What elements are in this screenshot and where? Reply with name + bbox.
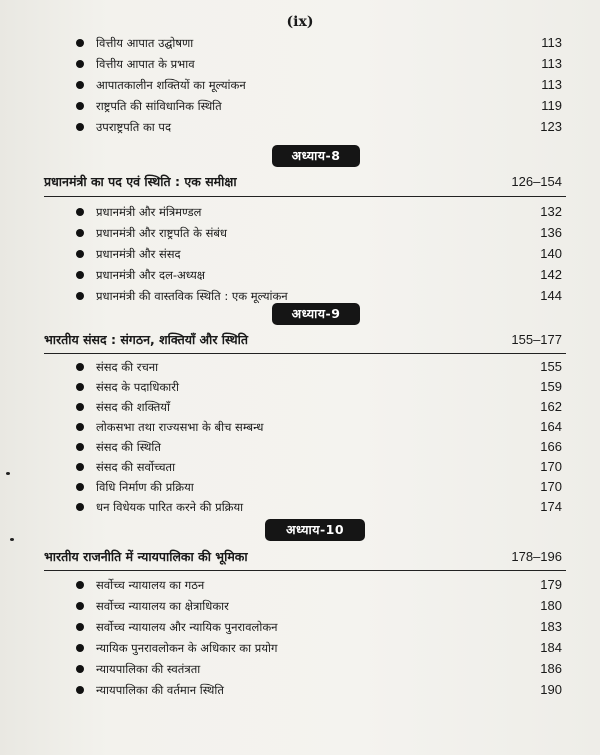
entry-page: 162 bbox=[540, 399, 562, 414]
bullet-icon bbox=[76, 483, 84, 491]
toc-entry bbox=[0, 617, 600, 637]
entry-page: 180 bbox=[540, 598, 562, 613]
section-heading bbox=[0, 545, 600, 569]
entry-page: 183 bbox=[540, 619, 562, 634]
bullet-icon bbox=[76, 503, 84, 511]
entry-page: 174 bbox=[540, 499, 562, 514]
toc-entry bbox=[0, 417, 600, 437]
entry-page: 170 bbox=[540, 459, 562, 474]
entry-page: 166 bbox=[540, 439, 562, 454]
toc-entry bbox=[0, 477, 600, 497]
entry-label: न्यायपालिका की स्वतंत्रता bbox=[96, 662, 201, 676]
bullet-icon bbox=[76, 363, 84, 371]
toc-entry bbox=[0, 75, 600, 95]
bullet-icon bbox=[76, 102, 84, 110]
entry-label: सर्वोच्च न्यायालय और न्यायिक पुनरावलोकन bbox=[96, 620, 278, 634]
toc-entry bbox=[0, 659, 600, 679]
bullet-icon bbox=[76, 686, 84, 694]
entry-label: प्रधानमंत्री की वास्तविक स्थिति : एक मूल्यांकन bbox=[96, 289, 288, 303]
entry-page: 119 bbox=[541, 98, 562, 113]
bullet-icon bbox=[76, 229, 84, 237]
bullet-icon bbox=[76, 581, 84, 589]
bullet-icon bbox=[76, 208, 84, 216]
bullet-icon bbox=[76, 123, 84, 131]
entry-page: 164 bbox=[540, 419, 562, 434]
section-title: प्रधानमंत्री का पद एवं स्थिति : एक समीक्षा bbox=[44, 174, 237, 189]
section-heading bbox=[0, 170, 600, 194]
entry-page: 132 bbox=[540, 204, 562, 219]
section-divider bbox=[44, 196, 566, 197]
entry-label: संसद की सर्वोच्चता bbox=[96, 460, 176, 474]
bullet-icon bbox=[76, 383, 84, 391]
entry-label: सर्वोच्च न्यायालय का क्षेत्राधिकार bbox=[96, 599, 229, 613]
bullet-icon bbox=[76, 423, 84, 431]
section-divider bbox=[44, 353, 566, 354]
entry-label: राष्ट्रपति की सांविधानिक स्थिति bbox=[96, 99, 222, 113]
entry-page: 113 bbox=[541, 35, 562, 50]
chapter-badge: अध्याय-9 bbox=[272, 303, 360, 325]
ink-mark bbox=[6, 472, 10, 475]
entry-page: 142 bbox=[540, 267, 562, 282]
bullet-icon bbox=[76, 271, 84, 279]
toc-entry bbox=[0, 223, 600, 243]
section-title: भारतीय संसद : संगठन, शक्तियाँ और स्थिति bbox=[44, 332, 248, 347]
toc-entry bbox=[0, 575, 600, 595]
bullet-icon bbox=[76, 39, 84, 47]
entry-label: संसद की रचना bbox=[96, 360, 159, 374]
entry-label: आपातकालीन शक्तियों का मूल्यांकन bbox=[96, 78, 246, 92]
entry-label: सर्वोच्च न्यायालय का गठन bbox=[96, 578, 205, 592]
chapter-badge: अध्याय-10 bbox=[265, 519, 365, 541]
section-heading bbox=[0, 328, 600, 352]
page-number: (ix) bbox=[286, 14, 314, 30]
section-title: भारतीय राजनीति में न्यायपालिका की भूमिका bbox=[44, 549, 248, 564]
bullet-icon bbox=[76, 644, 84, 652]
toc-entry bbox=[0, 202, 600, 222]
section-divider bbox=[44, 570, 566, 571]
toc-entry bbox=[0, 596, 600, 616]
ink-mark bbox=[10, 538, 14, 541]
bullet-icon bbox=[76, 443, 84, 451]
section-page-range: 126–154 bbox=[511, 174, 562, 189]
entry-label: संसद की शक्तियाँ bbox=[96, 400, 170, 414]
entry-label: विधि निर्माण की प्रक्रिया bbox=[96, 480, 194, 494]
entry-page: 155 bbox=[540, 359, 562, 374]
toc-entry bbox=[0, 638, 600, 658]
entry-label: प्रधानमंत्री और राष्ट्रपति के संबंध bbox=[96, 226, 227, 240]
bullet-icon bbox=[76, 403, 84, 411]
entry-label: प्रधानमंत्री और दल-अध्यक्ष bbox=[96, 268, 206, 282]
bullet-icon bbox=[76, 463, 84, 471]
entry-page: 140 bbox=[540, 246, 562, 261]
entry-page: 123 bbox=[540, 119, 562, 134]
chapter-badge: अध्याय-8 bbox=[272, 145, 360, 167]
section-page-range: 155–177 bbox=[511, 332, 562, 347]
entry-page: 190 bbox=[540, 682, 562, 697]
toc-entry bbox=[0, 54, 600, 74]
entry-page: 186 bbox=[540, 661, 562, 676]
entry-label: वित्तीय आपात उद्घोषणा bbox=[96, 36, 194, 50]
bullet-icon bbox=[76, 665, 84, 673]
entry-label: वित्तीय आपात के प्रभाव bbox=[96, 57, 195, 71]
entry-page: 170 bbox=[540, 479, 562, 494]
bullet-icon bbox=[76, 602, 84, 610]
entry-label: संसद की स्थिति bbox=[96, 440, 161, 454]
toc-entry bbox=[0, 96, 600, 116]
toc-entry bbox=[0, 680, 600, 700]
section-page-range: 178–196 bbox=[511, 549, 562, 564]
bullet-icon bbox=[76, 292, 84, 300]
bullet-icon bbox=[76, 81, 84, 89]
entry-label: उपराष्ट्रपति का पद bbox=[96, 120, 172, 134]
bullet-icon bbox=[76, 60, 84, 68]
entry-label: लोकसभा तथा राज्यसभा के बीच सम्बन्ध bbox=[96, 420, 264, 434]
toc-entry bbox=[0, 397, 600, 417]
toc-entry bbox=[0, 377, 600, 397]
entry-page: 159 bbox=[540, 379, 562, 394]
bullet-icon bbox=[76, 250, 84, 258]
toc-entry bbox=[0, 33, 600, 53]
entry-page: 184 bbox=[540, 640, 562, 655]
entry-label: न्यायिक पुनरावलोकन के अधिकार का प्रयोग bbox=[96, 641, 278, 655]
toc-entry bbox=[0, 117, 600, 137]
entry-label: संसद के पदाधिकारी bbox=[96, 380, 179, 394]
entry-label: धन विधेयक पारित करने की प्रक्रिया bbox=[96, 500, 244, 514]
entry-page: 113 bbox=[541, 56, 562, 71]
entry-page: 136 bbox=[540, 225, 562, 240]
toc-entry bbox=[0, 265, 600, 285]
entry-page: 113 bbox=[541, 77, 562, 92]
entry-label: प्रधानमंत्री और मंत्रिमण्डल bbox=[96, 205, 202, 219]
entry-page: 144 bbox=[540, 288, 562, 303]
toc-entry bbox=[0, 497, 600, 517]
toc-entry bbox=[0, 244, 600, 264]
toc-entry bbox=[0, 457, 600, 477]
toc-entry bbox=[0, 357, 600, 377]
entry-page: 179 bbox=[540, 577, 562, 592]
bullet-icon bbox=[76, 623, 84, 631]
entry-label: न्यायपालिका की वर्तमान स्थिति bbox=[96, 683, 224, 697]
toc-entry bbox=[0, 437, 600, 457]
entry-label: प्रधानमंत्री और संसद bbox=[96, 247, 181, 261]
